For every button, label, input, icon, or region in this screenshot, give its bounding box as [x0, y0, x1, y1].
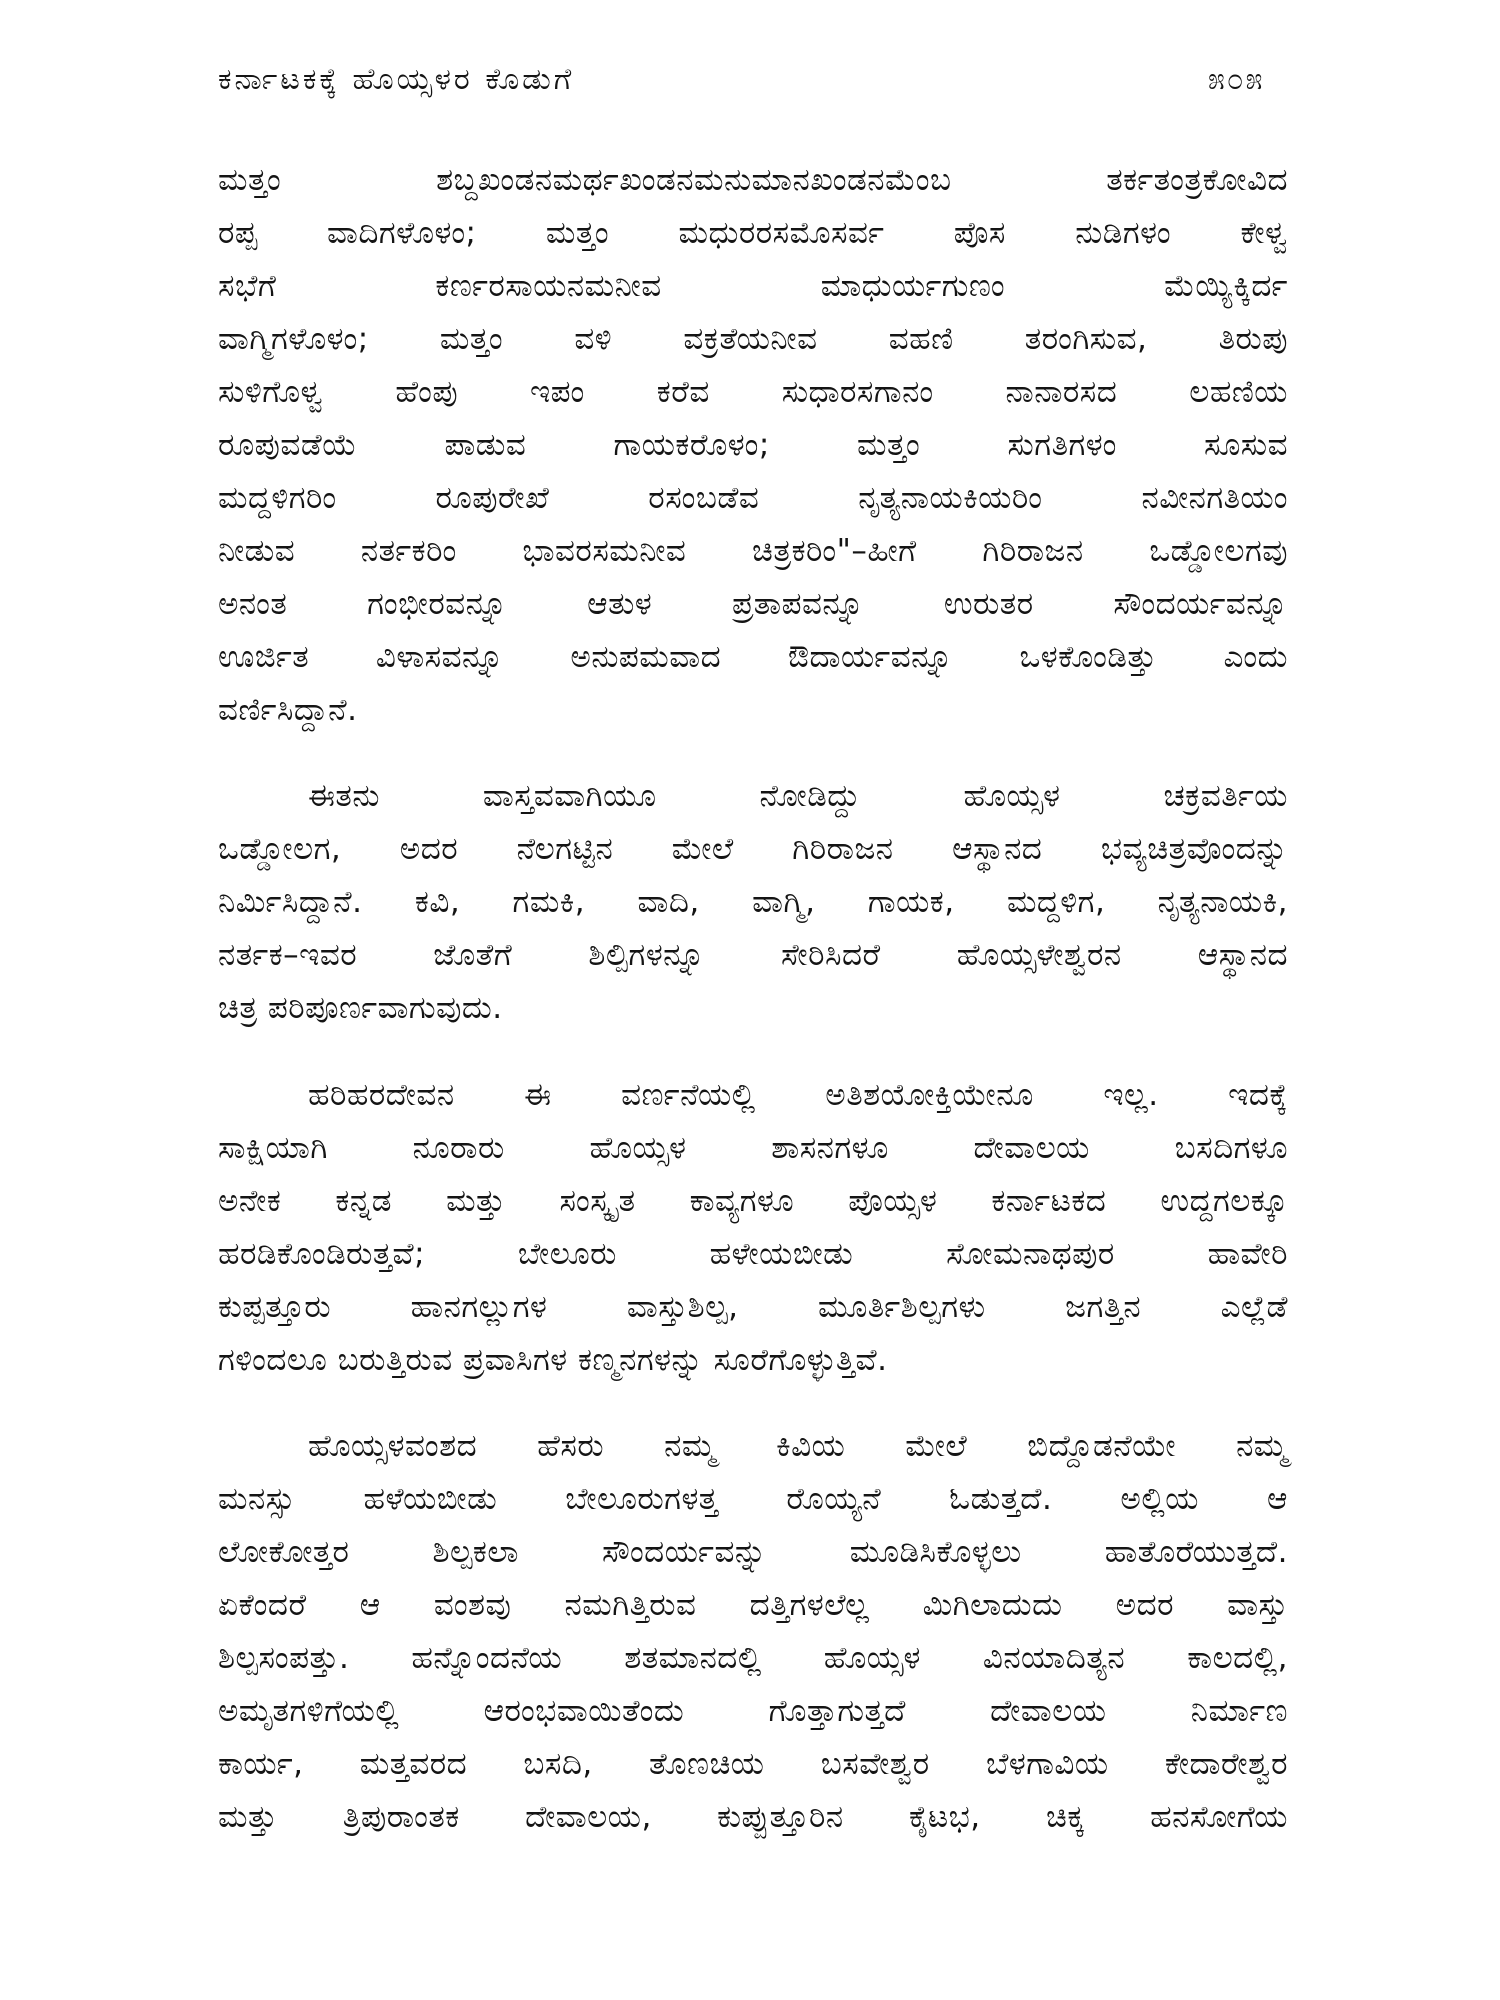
text-line: ಊರ್ಜಿತ ವಿಳಾಸವನ್ನೂ ಅನುಪಮವಾದ ಔದಾರ್ಯವನ್ನೂ ಒಳಕೊಂಡಿತ್ತು ಎಂದು — [218, 639, 1288, 675]
text-line: ಅನಂತ ಗಂಭೀರವನ್ನೂ ಆತುಳ ಪ್ರತಾಪವನ್ನೂ ಉರುತರ ಸೌಂದರ್ಯವನ್ನೂ — [218, 586, 1288, 622]
text-line: ಶಿಲ್ಪಸಂಪತ್ತು. ಹನ್ನೊಂದನೆಯ ಶತಮಾನದಲ್ಲಿ ಹೊಯ್ಸಳ ವಿನಯಾದಿತ್ಯನ ಕಾಲದಲ್ಲಿ, — [218, 1640, 1288, 1676]
text-line: ಸುಳಿಗೊಳ್ವ ಹೆಂಪು ಇಪಂ ಕರೆವ ಸುಧಾರಸಗಾನಂ ನಾನಾರಸದ ಲಹಣಿಯ — [218, 374, 1288, 410]
text-line: ಲೋಕೋತ್ತರ ಶಿಲ್ಪಕಲಾ ಸೌಂದರ್ಯವನ್ನು ಮೂಡಿಸಿಕೊಳ್ಳಲು ಹಾತೊರೆಯುತ್ತದೆ. — [218, 1534, 1288, 1570]
text-line: ಅನೇಕ ಕನ್ನಡ ಮತ್ತು ಸಂಸ್ಕೃತ ಕಾವ್ಯಗಳೂ ಪೊಯ್ಸಳ ಕರ್ನಾಟಕದ ಉದ್ದಗಲಕ್ಕೂ — [218, 1183, 1288, 1219]
text-line: ರೂಪುವಡೆಯೆ ಪಾಡುವ ಗಾಯಕರೊಳಂ; ಮತ್ತಂ ಸುಗತಿಗಳಂ ಸೂಸುವ — [218, 427, 1288, 463]
text-line: ನೀಡುವ ನರ್ತಕರಿಂ ಭಾವರಸಮನೀವ ಚಿತ್ರಕರಿಂ"–ಹೀಗೆ ಗಿರಿರಾಜನ ಒಡ್ಡೋಲಗವು — [218, 533, 1288, 569]
text-line: ಈತನು ವಾಸ್ತವವಾಗಿಯೂ ನೋಡಿದ್ದು ಹೊಯ್ಸಳ ಚಕ್ರವರ್ತಿಯ — [308, 778, 1288, 814]
text-line: ಕಾರ್ಯ, ಮತ್ತವರದ ಬಸದಿ, ತೊಣಚಿಯ ಬಸವೇಶ್ವರ ಬೆಳಗಾವಿಯ ಕೇದಾರೇಶ್ವರ — [218, 1746, 1288, 1782]
text-line: ಅಮೃತಗಳಿಗೆಯಲ್ಲಿ ಆರಂಭವಾಯಿತೆಂದು ಗೊತ್ತಾಗುತ್ತದೆ ದೇವಾಲಯ ನಿರ್ಮಾಣ — [218, 1693, 1288, 1729]
text-line: ಹರಡಿಕೊಂಡಿರುತ್ತವೆ; ಬೇಲೂರು ಹಳೇಯಬೀಡು ಸೋಮನಾಥಪುರ ಹಾವೇರಿ — [218, 1236, 1288, 1272]
text-line: ರಪ್ಪ ವಾದಿಗಳೊಳಂ; ಮತ್ತಂ ಮಧುರರಸಮೊಸರ್ವ ಪೊಸ ನುಡಿಗಳಂ ಕೇಳ್ವ — [218, 215, 1288, 251]
running-title: ಕರ್ನಾಟಕಕ್ಕೆ ಹೊಯ್ಸಳರ ಕೊಡುಗೆ — [218, 62, 575, 97]
text-line: ಮದ್ದಳಿಗರಿಂ ರೂಪುರೇಖೆ ರಸಂಬಡೆವ ನೃತ್ಯನಾಯಕಿಯರಿಂ ನವೀನಗತಿಯಂ — [218, 480, 1288, 516]
text-line: ಏಕೆಂದರೆ ಆ ವಂಶವು ನಮಗಿತ್ತಿರುವ ದತ್ತಿಗಳಲೆಲ್ಲ ಮಿಗಿಲಾದುದು ಅದರ ವಾಸ್ತು — [218, 1587, 1288, 1623]
text-line: ವಾಗ್ಮಿಗಳೊಳಂ; ಮತ್ತಂ ವಳಿ ವಕ್ರತೆಯನೀವ ವಹಣಿ ತರಂಗಿಸುವ, ತಿರುಪು — [218, 321, 1288, 357]
page-number: ೫೦೫ — [1208, 62, 1265, 97]
text-line: ಹರಿಹರದೇವನ ಈ ವರ್ಣನೆಯಲ್ಲಿ ಅತಿಶಯೋಕ್ತಿಯೇನೂ ಇಲ್ಲ. ಇದಕ್ಕೆ — [308, 1077, 1288, 1113]
text-line: ಸಭೆಗೆ ಕರ್ಣರಸಾಯನಮನೀವ ಮಾಧುರ್ಯಗುಣಂ ಮೆಯ್ಯಿಕ್ಕಿರ್ದ — [218, 268, 1288, 304]
text-line: ಸಾಕ್ಷಿಯಾಗಿ ನೂರಾರು ಹೊಯ್ಸಳ ಶಾಸನಗಳೂ ದೇವಾಲಯ ಬಸದಿಗಳೂ — [218, 1130, 1288, 1166]
text-line: ನರ್ತಕ–ಇವರ ಜೊತೆಗೆ ಶಿಲ್ಪಿಗಳನ್ನೂ ಸೇರಿಸಿದರೆ ಹೊಯ್ಸಳೇಶ್ವರನ ಆಸ್ಥಾನದ — [218, 937, 1288, 973]
text-line: ಚಿತ್ರ ಪರಿಪೂರ್ಣವಾಗುವುದು. — [218, 990, 503, 1026]
text-line: ಮತ್ತಂ ಶಬ್ದಖಂಡನಮರ್ಥಖಂಡನಮನುಮಾನಖಂಡನಮೆಂಬ ತರ್ಕತಂತ್ರಕೋವಿದ — [218, 162, 1288, 198]
text-line: ಮತ್ತು ತ್ರಿಪುರಾಂತಕ ದೇವಾಲಯ, ಕುಪ್ಪುತ್ತೂರಿನ ಕೈಟಭ, ಚಿಕ್ಕ ಹನಸೋಗೆಯ — [218, 1799, 1288, 1835]
text-line: ಕುಪ್ಪತ್ತೂರು ಹಾನಗಲ್ಲುಗಳ ವಾಸ್ತುಶಿಲ್ಪ, ಮೂರ್ತಿಶಿಲ್ಪಗಳು ಜಗತ್ತಿನ ಎಲ್ಲೆಡೆ — [218, 1289, 1288, 1325]
text-line: ಮನಸ್ಸು ಹಳೆಯಬೀಡು ಬೇಲೂರುಗಳತ್ತ ರೊಯ್ಯನೆ ಓಡುತ್ತದೆ. ಅಲ್ಲಿಯ ಆ — [218, 1481, 1288, 1517]
text-line: ಗಳಿಂದಲೂ ಬರುತ್ತಿರುವ ಪ್ರವಾಸಿಗಳ ಕಣ್ಮನಗಳನ್ನು ಸೂರೆಗೊಳ್ಳುತ್ತಿವೆ. — [218, 1342, 888, 1378]
text-line: ನಿರ್ಮಿಸಿದ್ದಾನೆ. ಕವಿ, ಗಮಕಿ, ವಾದಿ, ವಾಗ್ಮಿ, ಗಾಯಕ, ಮದ್ದಳಿಗ, ನೃತ್ಯನಾಯಕಿ, — [218, 884, 1288, 920]
text-line: ಹೊಯ್ಸಳವಂಶದ ಹೆಸರು ನಮ್ಮ ಕಿವಿಯ ಮೇಲೆ ಬಿದ್ದೊಡನೆಯೇ ನಮ್ಮ — [308, 1428, 1288, 1464]
text-line: ಒಡ್ಡೋಲಗ, ಅದರ ನೆಲಗಟ್ಟಿನ ಮೇಲೆ ಗಿರಿರಾಜನ ಆಸ್ಥಾನದ ಭವ್ಯಚಿತ್ರವೊಂದನ್ನು — [218, 831, 1288, 867]
text-line: ವರ್ಣಿಸಿದ್ದಾನೆ. — [218, 692, 358, 728]
